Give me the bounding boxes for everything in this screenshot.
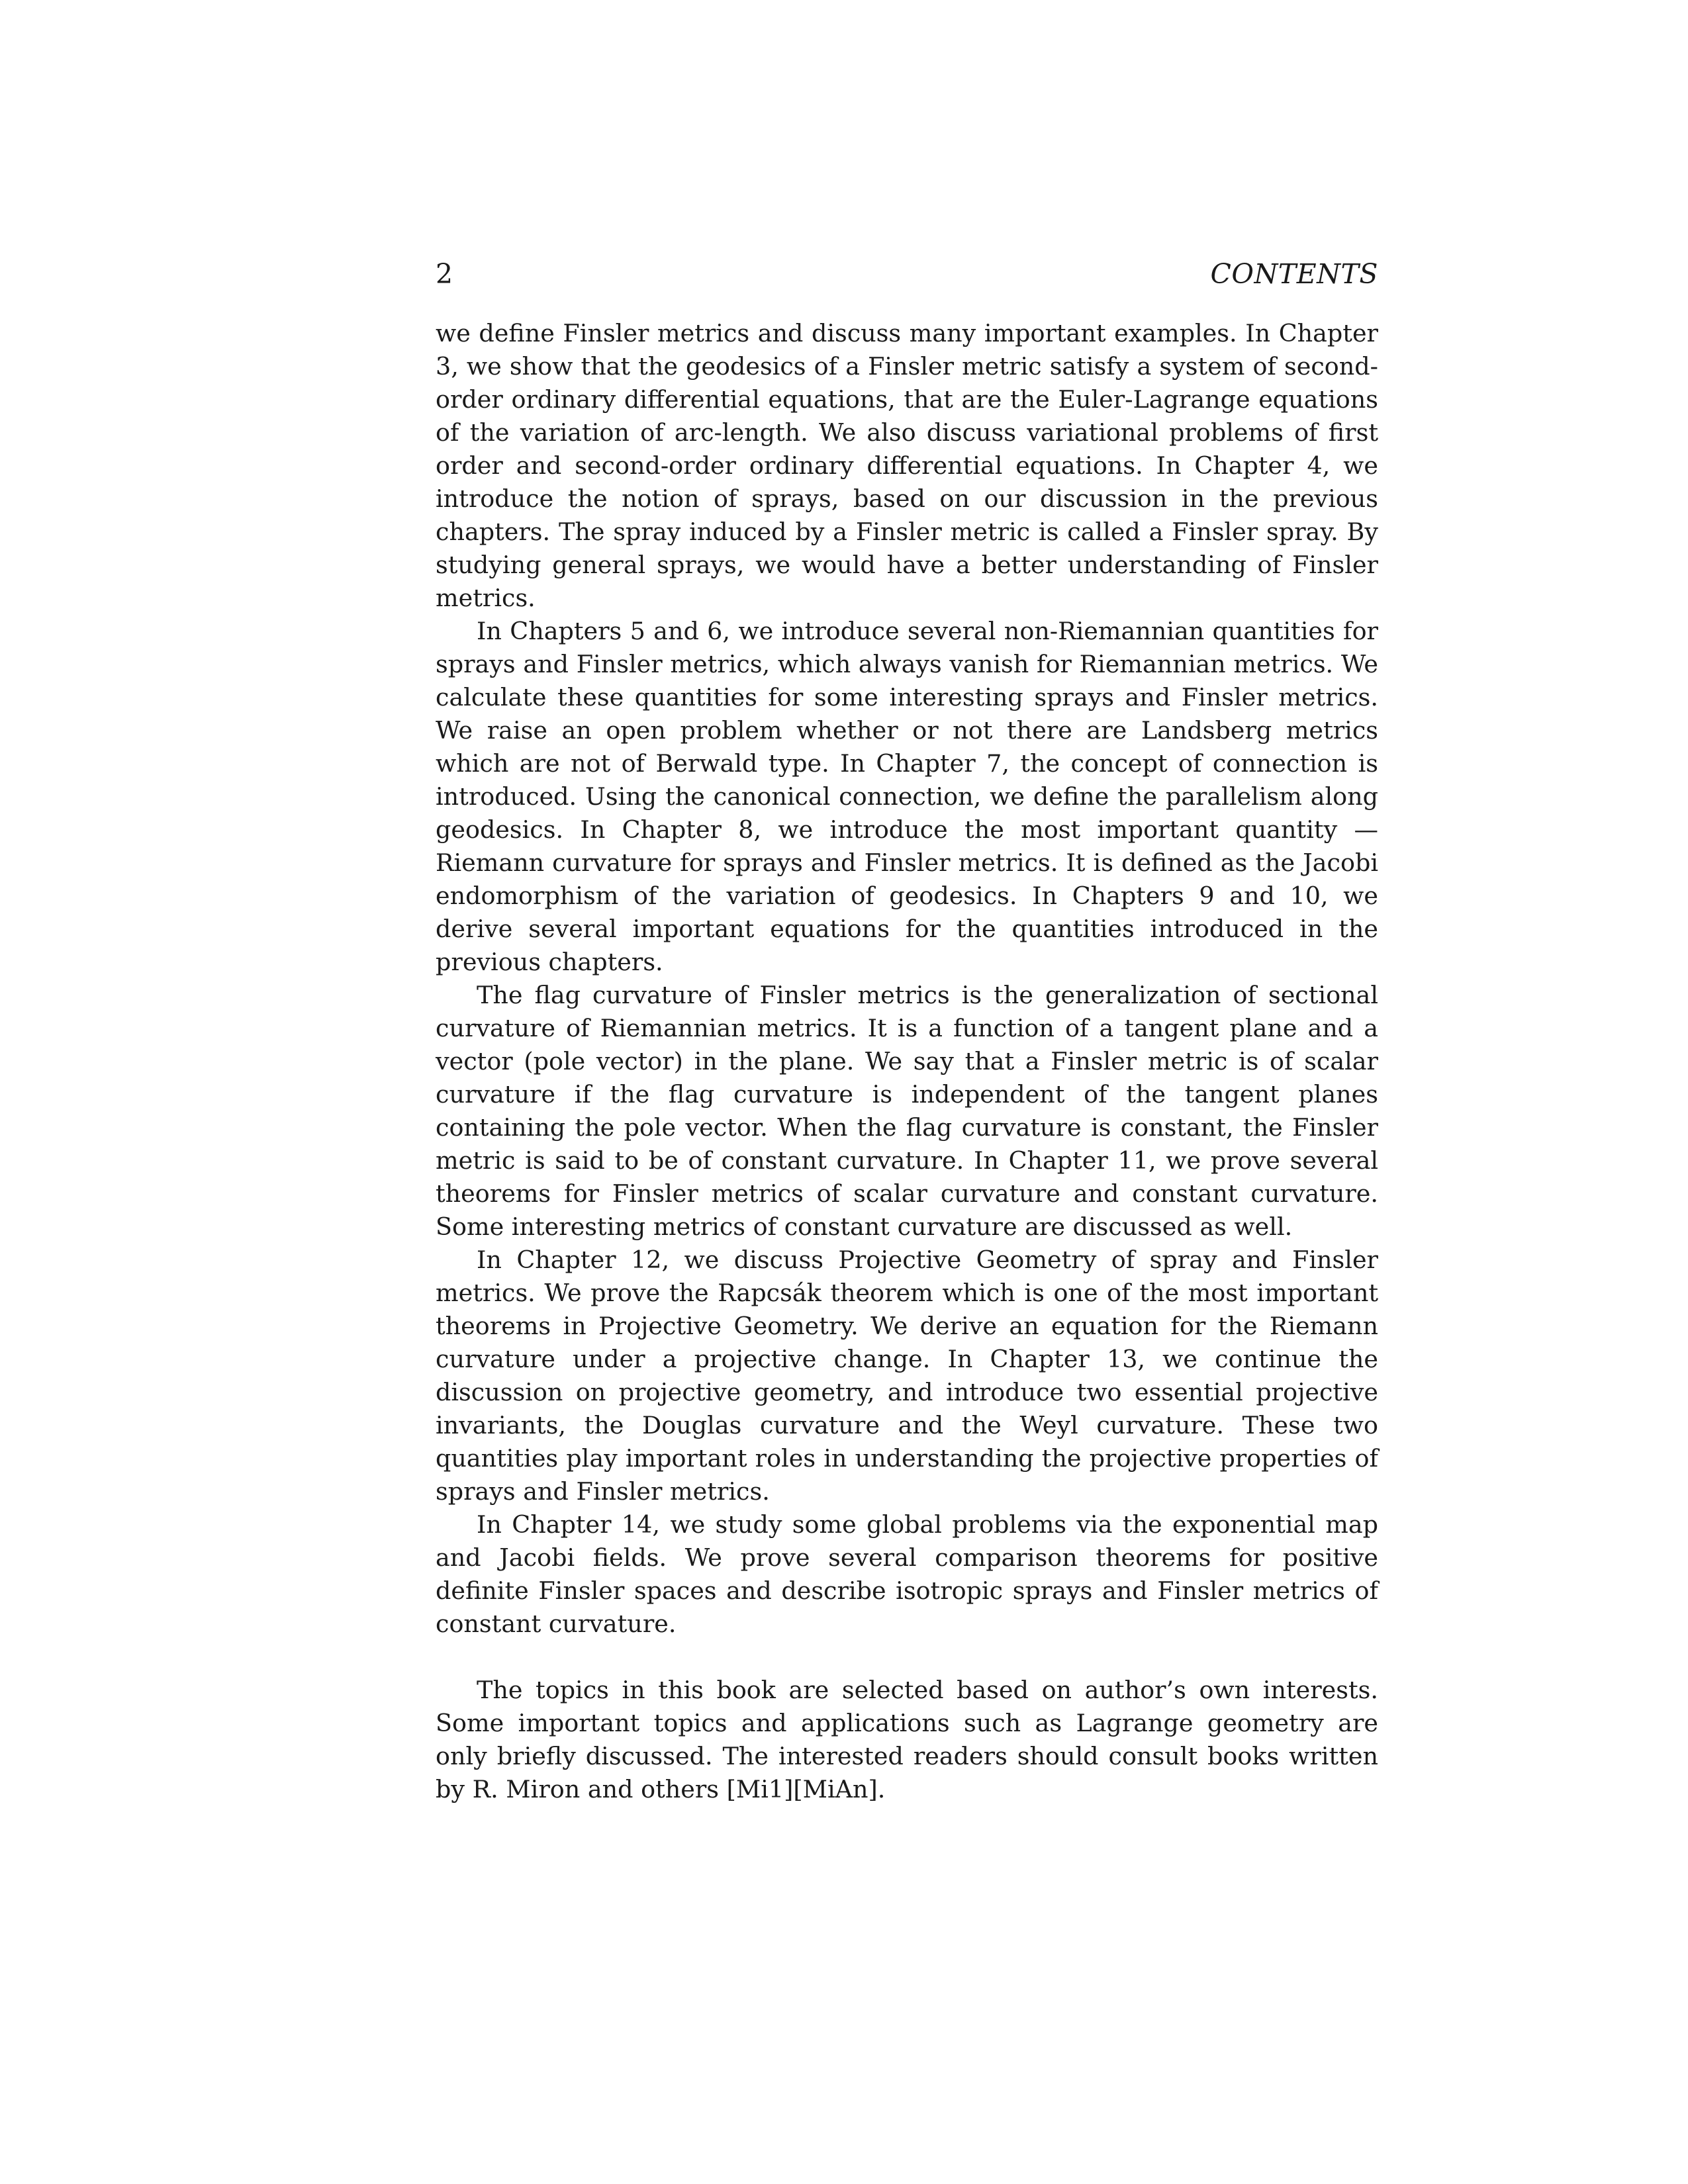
paragraph-topics: The topics in this book are selected based on author’s own interests. Some important topics and applications such as Lagrange geometry are only briefly discussed. The interested readers should consult books written by R. Miron and others [Mi1][MiAn]. [436, 1676, 1378, 1803]
paragraph-flag-curvature: The flag curvature of Finsler metrics is the generalization of sectional curvature of Riemannian metrics. It is a function of a tangent plane and a vector (pole vector) in the plane. We say that a Finsler metric is of scalar curvature if the flag curvature is independent of the tangent planes containing the pole vector. When the flag curvature is constant, the Finsler metric is said to be of constant curvature. In Chapter 11, we prove several theorems for Finsler metrics of scalar curvature and constant curvature. Some interesting metrics of constant curvature are discussed as well. [436, 981, 1378, 1241]
paragraph-chapters-2-4: we define Finsler metrics and discuss many important examples. In Chapter 3, we show that the geodesics of a Finsler metric satisfy a system of second-order ordinary differential equations, that are the Euler-Lagrange equations of the variation of arc-length. We also discuss variational problems of first order and second-order ordinary differential equations. In Chapter 4, we introduce the notion of sprays, based on our discussion in the previous chapters. The spray induced by a Finsler metric is called a Finsler spray. By studying general sprays, we would have a better understanding of Finsler metrics. [436, 319, 1378, 612]
page-number: 2 [436, 258, 453, 290]
book-page [436, 255, 1378, 1806]
running-head [436, 255, 1378, 293]
paragraph-chapters-5-10: In Chapters 5 and 6, we introduce several non-Riemannian quantities for sprays and Finsler metrics, which always vanish for Riemannian metrics. We calculate these quantities for some interesting sprays and Finsler metrics. We raise an open problem whether or not there are Landsberg metrics which are not of Berwald type. In Chapter 7, the concept of connection is introduced. Using the canonical connection, we define the parallelism along geodesics. In Chapter 8, we introduce the most important quantity — Riemann curvature for sprays and Finsler metrics. It is defined as the Jacobi endomorphism of the variation of geodesics. In Chapters 9 and 10, we derive several important equations for the quantities introduced in the previous chapters. [436, 617, 1378, 976]
running-title: CONTENTS [1210, 258, 1378, 290]
body-text [436, 317, 1378, 1806]
paragraph-projective-geometry: In Chapter 12, we discuss Projective Geometry of spray and Finsler metrics. We prove the Rapcsák theorem which is one of the most important theorems in Projective Geometry. We derive an equation for the Riemann curvature under a projective change. In Chapter 13, we continue the discussion on projective geometry, and introduce two essential projective invariants, the Douglas curvature and the Weyl curvature. These two quantities play important roles in understanding the projective properties of sprays and Finsler metrics. [436, 1246, 1378, 1506]
paragraph-global-problems: In Chapter 14, we study some global problems via the exponential map and Jacobi fields. We prove several comparison theorems for positive definite Finsler spaces and describe isotropic sprays and Finsler metrics of constant curvature. [436, 1510, 1378, 1638]
